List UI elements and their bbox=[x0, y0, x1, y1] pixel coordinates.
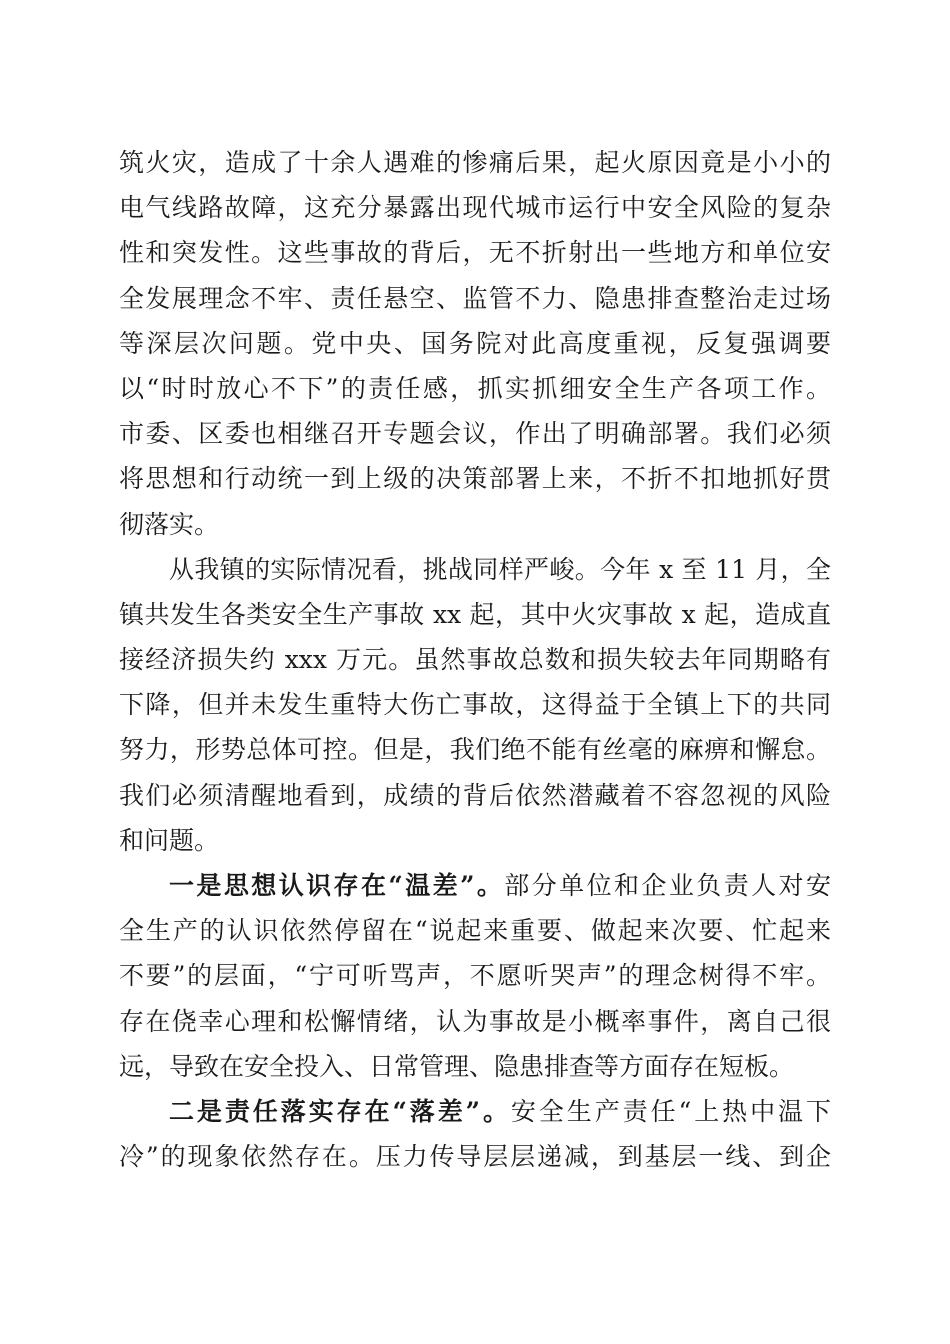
text-line: 努力，形势总体可控。但是，我们绝不能有丝毫的麻痹和懈怠。 bbox=[119, 735, 831, 765]
text-line bbox=[119, 1089, 831, 1134]
paragraph-lead: 二是责任落实存在“落差”。 bbox=[169, 1096, 511, 1126]
text-line: 冷”的现象依然存在。压力传导层层递减，到基层一线、到企 bbox=[119, 1142, 831, 1172]
text-line: 镇共发生各类安全生产事故 xx 起，其中火灾事故 x 起，造成直 bbox=[119, 599, 831, 629]
text-segment: 安全生产责任“上热中温下 bbox=[510, 1096, 831, 1126]
text-line: 接经济损失约 xxx 万元。虽然事故总数和损失较去年同期略有 bbox=[119, 645, 831, 675]
text-line: 存在侥幸心理和松懈情绪，认为事故是小概率事件，离自己很 bbox=[119, 1006, 831, 1036]
text-line: 彻落实。 bbox=[119, 509, 220, 539]
text-line: 我们必须清醒地看到，成绩的背后依然潜藏着不容忽视的风险 bbox=[119, 780, 831, 810]
text-line: 将思想和行动统一到上级的决策部署上来，不折不扣地抓好贯 bbox=[119, 464, 831, 494]
paragraph-lead: 一是思想认识存在“温差”。 bbox=[169, 871, 505, 900]
text-line: 和问题。 bbox=[119, 825, 220, 855]
text-line: 从我镇的实际情况看，挑战同样严峻。今年 x 至 11 月，全 bbox=[169, 554, 831, 584]
text-line: 不要”的层面，“宁可听骂声，不愿听哭声”的理念树得不牢。 bbox=[119, 961, 831, 991]
text-line: 电气线路故障，这充分暴露出现代城市运行中安全风险的复杂 bbox=[119, 193, 831, 223]
text-segment: 部分单位和企业负责人对安 bbox=[504, 871, 831, 900]
text-line: 全发展理念不牢、责任悬空、监管不力、隐患排查整治走过场 bbox=[119, 283, 831, 313]
document-body bbox=[119, 140, 831, 1179]
text-line: 等深层次问题。党中央、国务院对此高度重视，反复强调要 bbox=[119, 328, 831, 358]
text-line: 以“时时放心不下”的责任感，抓实抓细安全生产各项工作。 bbox=[119, 373, 831, 403]
text-line: 下降，但并未发生重特大伤亡事故，这得益于全镇上下的共同 bbox=[119, 690, 831, 720]
text-line: 市委、区委也相继召开专题会议，作出了明确部署。我们必须 bbox=[119, 419, 831, 449]
text-line: 全生产的认识依然停留在“说起来重要、做起来次要、忙起来 bbox=[119, 916, 831, 946]
text-line: 筑火灾，造成了十余人遇难的惨痛后果，起火原因竟是小小的 bbox=[119, 148, 831, 177]
text-line: 远，导致在安全投入、日常管理、隐患排查等方面存在短板。 bbox=[119, 1051, 795, 1081]
text-line bbox=[119, 863, 831, 908]
text-line: 性和突发性。这些事故的背后，无不折射出一些地方和单位安 bbox=[119, 238, 831, 268]
